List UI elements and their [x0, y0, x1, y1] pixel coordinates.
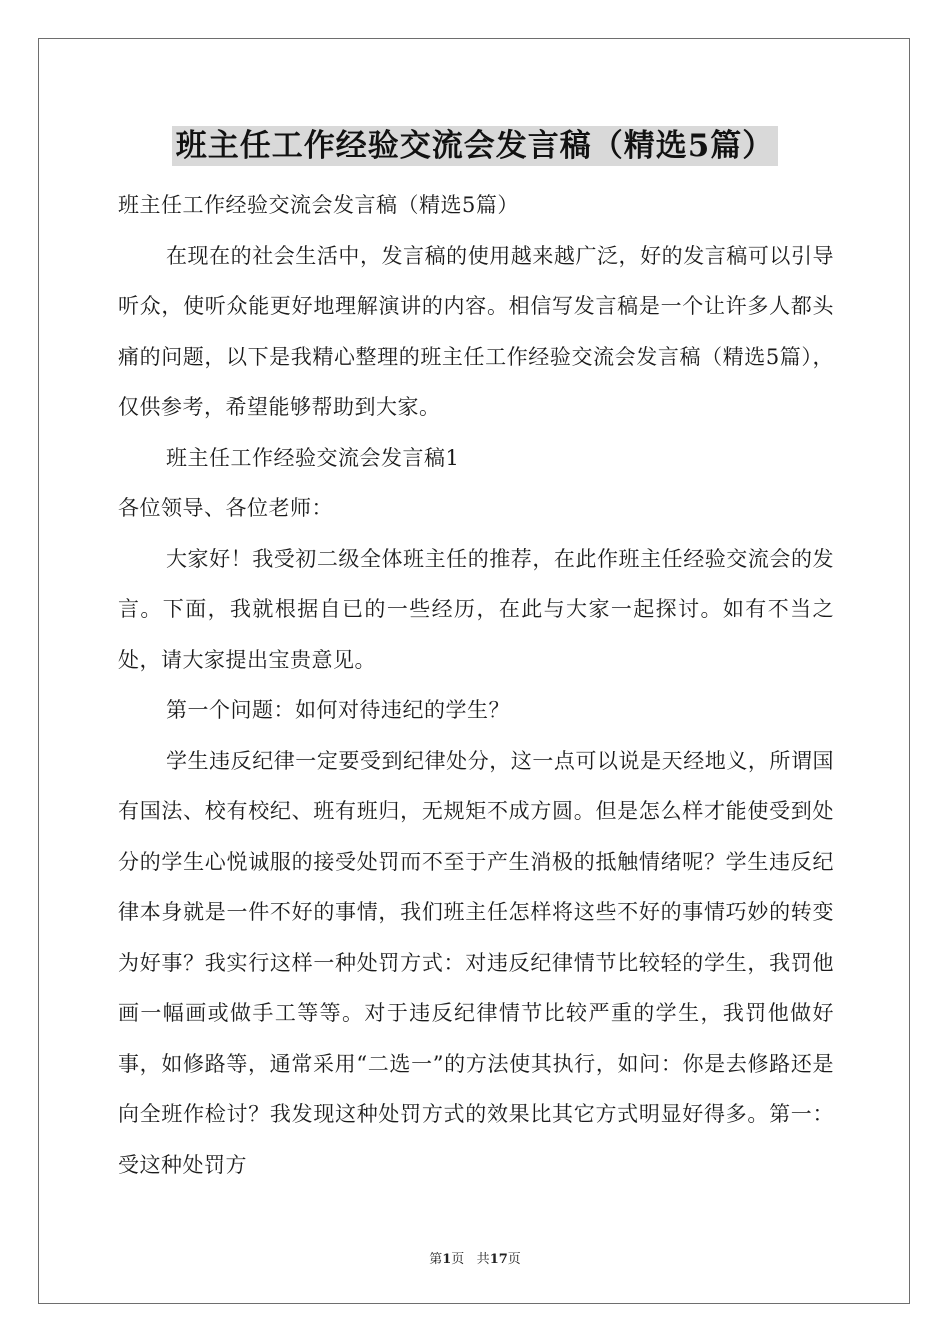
question-heading: 第一个问题：如何对待违纪的学生？	[166, 698, 510, 722]
title-container	[0, 126, 950, 166]
page-suffix: 页	[451, 1252, 465, 1267]
intro-paragraph: 在现在的社会生活中，发言稿的使用越来越广泛，好的发言稿可以引导听众，使听众能更好地理解演讲的内容。相信写发言稿是一个让许多人都头痛的问题，以下是我精心整理的班主任工作经验交流会发言稿（精选5篇），仅供参考，希望能够帮助到大家。	[118, 243, 834, 419]
document-body	[118, 180, 834, 1190]
total-prefix: 共	[476, 1252, 490, 1267]
subtitle-line: 班主任工作经验交流会发言稿（精选5篇）	[118, 193, 519, 217]
page-footer	[0, 1248, 950, 1267]
total-pages: 17	[489, 1252, 508, 1267]
page-number: 1	[442, 1252, 452, 1267]
salutation: 各位领导、各位老师：	[118, 496, 333, 520]
section-heading: 班主任工作经验交流会发言稿1	[166, 445, 460, 470]
greeting-paragraph: 大家好！我受初二级全体班主任的推荐，在此作班主任经验交流会的发言。下面，我就根据自已的一些经历，在此与大家一起探讨。如有不当之处，请大家提出宝贵意见。	[118, 546, 834, 672]
page-prefix: 第	[429, 1252, 443, 1267]
discipline-paragraph: 学生违反纪律一定要受到纪律处分，这一点可以说是天经地义，所谓国有国法、校有校纪、班有班归，无规矩不成方圆。但是怎么样才能使受到处分的学生心悦诚服的接受处罚而不至于产生消极的抵触情绪呢？学生违反纪律本身就是一件不好的事情，我们班主任怎样将这些不好的事情巧妙的转变为好事？我实行这样一种处罚方式：对违反纪律情节比较轻的学生，我罚他画一幅画或做手工等等。对于违反纪律情节比较严重的学生，我罚他做好事，如修路等，通常采用“二选一”的方法使其执行，如问：你是去修路还是向全班作检讨？我发现这种处罚方式的效果比其它方式明显好得多。第一：受这种处罚方	[118, 748, 834, 1177]
document-title: 班主任工作经验交流会发言稿（精选5篇）	[172, 126, 779, 166]
total-suffix: 页	[507, 1252, 521, 1267]
